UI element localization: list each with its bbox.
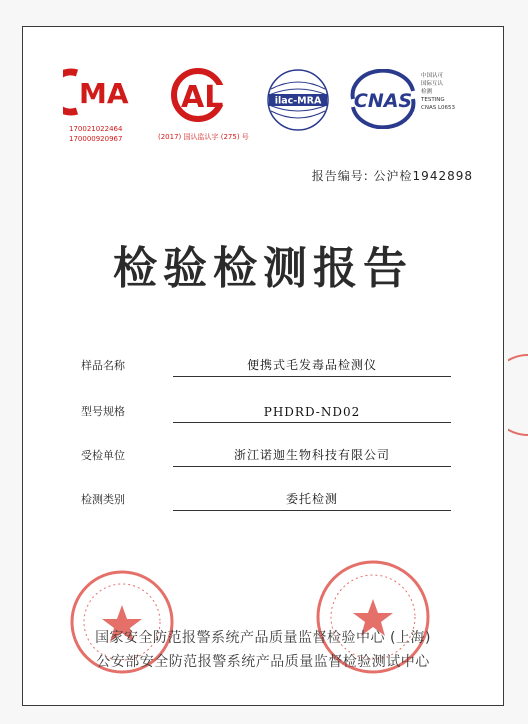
accreditation-logos (23, 67, 503, 177)
field-sample-name (81, 351, 451, 377)
field-value: 浙江诺迦生物科技有限公司 (233, 448, 390, 462)
cal-logo (163, 67, 233, 123)
field-test-type (81, 485, 451, 511)
field-client (81, 441, 451, 467)
document-title: 检验检测报告 (113, 243, 413, 294)
cnas-side-3: 检测 (421, 89, 433, 95)
field-model (81, 397, 451, 423)
cma-code-2: 170000920967 (69, 135, 123, 143)
ilac-mra-logo (265, 67, 331, 133)
svg-text:ilac-MRA: ilac-MRA (274, 95, 322, 107)
cnas-side-5: CNAS L0653 (421, 105, 456, 111)
cma-logo (63, 67, 135, 117)
issuer-line-2: 公安部安全防范报警系统产品质量监督检验测试中心 (96, 654, 430, 670)
report-number: 报告编号: 公沪检1942898 (311, 169, 473, 183)
cnas-side-2: 国际互认 (421, 81, 444, 87)
cnas-side-4: TESTING (421, 97, 445, 103)
cal-caption: (2017) 国认监认字 (275) 号 (158, 133, 249, 141)
underline (173, 510, 451, 511)
field-value: PHDRD-ND02 (263, 405, 361, 419)
underline (173, 466, 451, 467)
report-page (22, 26, 504, 706)
field-label: 受检单位 (81, 449, 125, 462)
underline (173, 376, 451, 377)
field-label: 样品名称 (81, 359, 125, 372)
cma-code-1: 170021022464 (69, 125, 123, 133)
field-label: 型号规格 (81, 405, 125, 418)
svg-text:MA: MA (79, 77, 129, 110)
cnas-side-1: 中国认可 (421, 73, 444, 79)
field-value: 便携式毛发毒品检测仪 (246, 358, 377, 372)
svg-text:CNAS: CNAS (353, 90, 413, 112)
field-label: 检测类别 (81, 493, 125, 506)
underline (173, 422, 451, 423)
cnas-logo (345, 69, 421, 129)
edge-seal (508, 350, 528, 440)
field-value: 委托检测 (285, 492, 338, 506)
svg-text:AL: AL (181, 80, 224, 115)
issuer-line-1: 国家安全防范报警系统产品质量监督检验中心 (上海) (95, 630, 431, 646)
